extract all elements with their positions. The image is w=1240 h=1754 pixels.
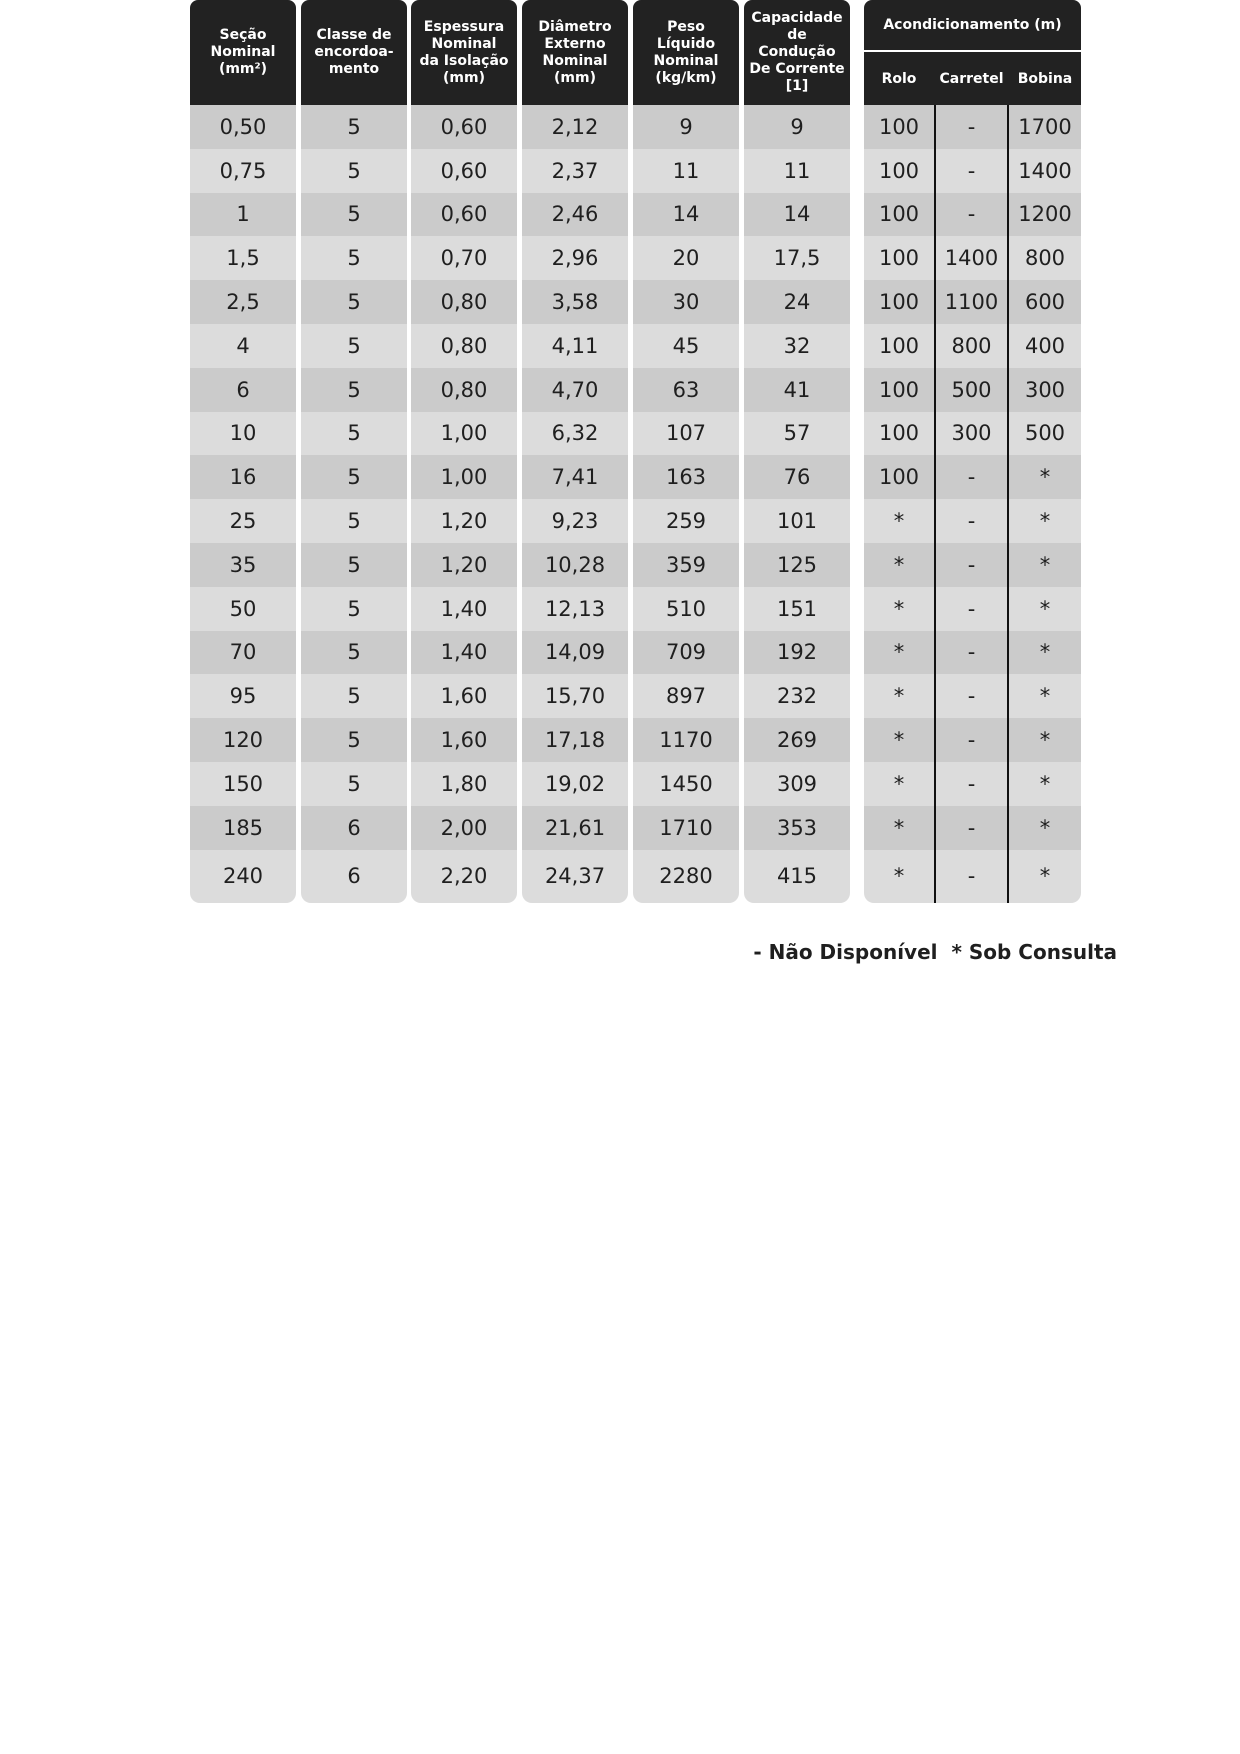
cells-bobina (1009, 105, 1081, 903)
table-cell: 5 (301, 674, 407, 718)
table-cell: * (864, 718, 934, 762)
table-cell: 14 (633, 193, 739, 237)
table-cell: 17,18 (522, 718, 628, 762)
table-cell: 1,40 (411, 587, 517, 631)
table-cell: 1,5 (190, 236, 296, 280)
table-cell: 100 (864, 368, 934, 412)
table-cell: 5 (301, 368, 407, 412)
table-cell: 107 (633, 412, 739, 456)
table-cell: 5 (301, 499, 407, 543)
table-cell: * (864, 543, 934, 587)
table-cell: 2,12 (522, 105, 628, 149)
table-cell: 1,20 (411, 499, 517, 543)
table-cell: 57 (744, 412, 850, 456)
header-acondicionamento-title: Acondicionamento (m) (883, 17, 1062, 33)
table-cell: - (936, 631, 1007, 675)
table-cell: * (864, 674, 934, 718)
table-cell: 709 (633, 631, 739, 675)
table-cell: 100 (864, 193, 934, 237)
table-cell: 192 (744, 631, 850, 675)
table-cell: * (1009, 674, 1081, 718)
table-cell: * (1009, 587, 1081, 631)
table-cell: * (1009, 543, 1081, 587)
table-cell: * (864, 762, 934, 806)
table-cell: 2,46 (522, 193, 628, 237)
table-cell: 32 (744, 324, 850, 368)
cells-rolo (864, 105, 934, 903)
table-cell: 5 (301, 412, 407, 456)
table-cell: 150 (190, 762, 296, 806)
table-cell: * (864, 499, 934, 543)
table-cell: * (1009, 762, 1081, 806)
table-cell: 1450 (633, 762, 739, 806)
table-cell: * (864, 631, 934, 675)
table-cell: - (936, 149, 1007, 193)
table-cell: 500 (1009, 412, 1081, 456)
table-cell: 16 (190, 455, 296, 499)
cells-espessura-isolacao (411, 105, 517, 903)
cells-classe-encordoamento (301, 105, 407, 903)
table-cell: 259 (633, 499, 739, 543)
table-cell: 5 (301, 631, 407, 675)
table-cell: 4 (190, 324, 296, 368)
table-cell: * (864, 850, 934, 903)
table-cell: * (1009, 806, 1081, 850)
table-cell: 24,37 (522, 850, 628, 903)
table-cell: 1,00 (411, 412, 517, 456)
cells-secao-nominal (190, 105, 296, 903)
table-cell: 897 (633, 674, 739, 718)
header-espessura-isolacao: Espessura Nominal da Isolação (mm) (411, 0, 517, 105)
table-cell: * (1009, 850, 1081, 903)
table-cell: 76 (744, 455, 850, 499)
table-cell: 1,60 (411, 674, 517, 718)
table-cell: 6 (190, 368, 296, 412)
table-cell: 6,32 (522, 412, 628, 456)
table-cell: 125 (744, 543, 850, 587)
table-cell: * (1009, 631, 1081, 675)
table-cell: - (936, 499, 1007, 543)
table-cell: 1170 (633, 718, 739, 762)
table-cell: 1400 (1009, 149, 1081, 193)
table-cell: * (864, 806, 934, 850)
table-cell: - (936, 455, 1007, 499)
table-cell: 1,80 (411, 762, 517, 806)
cells-carretel (936, 105, 1007, 903)
cells-capacidade-corrente (744, 105, 850, 903)
table-cell: - (936, 674, 1007, 718)
table-cell: 1,60 (411, 718, 517, 762)
table-cell: 14,09 (522, 631, 628, 675)
table-cell: 7,41 (522, 455, 628, 499)
column-diametro-externo (522, 0, 628, 903)
column-classe-encordoamento (301, 0, 407, 903)
table-cell: 1200 (1009, 193, 1081, 237)
table-cell: 9 (744, 105, 850, 149)
table-cell: 163 (633, 455, 739, 499)
header-peso-liquido: Peso Líquido Nominal (kg/km) (633, 0, 739, 105)
table-cell: 510 (633, 587, 739, 631)
table-cell: - (936, 193, 1007, 237)
table-cell: 17,5 (744, 236, 850, 280)
table-cell: 10 (190, 412, 296, 456)
table-cell: 400 (1009, 324, 1081, 368)
table-cell: - (936, 543, 1007, 587)
table-cell: 359 (633, 543, 739, 587)
table-cell: 15,70 (522, 674, 628, 718)
table-cell: 5 (301, 193, 407, 237)
table-cell: 500 (936, 368, 1007, 412)
table-cell: 300 (936, 412, 1007, 456)
table-cell: 5 (301, 105, 407, 149)
table-cell: 50 (190, 587, 296, 631)
table-cell: 6 (301, 806, 407, 850)
table-cell: 20 (633, 236, 739, 280)
table-cell: 0,70 (411, 236, 517, 280)
header-carretel: Carretel (939, 70, 1004, 87)
table-cell: 100 (864, 412, 934, 456)
column-peso-liquido (633, 0, 739, 903)
table-cell: 0,60 (411, 149, 517, 193)
header-secao-nominal: Seção Nominal (mm²) (190, 0, 296, 105)
table-cell: 0,60 (411, 193, 517, 237)
table-cell: 19,02 (522, 762, 628, 806)
table-cell: 3,58 (522, 280, 628, 324)
table-cell: 101 (744, 499, 850, 543)
table-cell: 0,80 (411, 368, 517, 412)
column-capacidade-corrente (744, 0, 850, 903)
table-cell: - (936, 762, 1007, 806)
table-cell: 5 (301, 587, 407, 631)
table-cell: 45 (633, 324, 739, 368)
table-cell: 1 (190, 193, 296, 237)
table-cell: 300 (1009, 368, 1081, 412)
table-cell: 120 (190, 718, 296, 762)
table-cell: 12,13 (522, 587, 628, 631)
table-cell: 269 (744, 718, 850, 762)
column-divider-rolo-carretel (934, 105, 936, 903)
table-cell: - (936, 587, 1007, 631)
table-cell: 0,80 (411, 324, 517, 368)
table-cell: 2,37 (522, 149, 628, 193)
table-cell: * (1009, 499, 1081, 543)
table-cell: * (1009, 718, 1081, 762)
table-cell: 2,00 (411, 806, 517, 850)
table-cell: 800 (936, 324, 1007, 368)
table-cell: 1400 (936, 236, 1007, 280)
table-cell: 4,70 (522, 368, 628, 412)
cells-peso-liquido (633, 105, 739, 903)
table-cell: 24 (744, 280, 850, 324)
table-cell: 1100 (936, 280, 1007, 324)
table-cell: 63 (633, 368, 739, 412)
header-acondicionamento (864, 0, 1081, 105)
table-cell: 9 (633, 105, 739, 149)
header-diametro-externo: Diâmetro Externo Nominal (mm) (522, 0, 628, 105)
column-group-acondicionamento (864, 0, 1081, 903)
legend-note: - Não Disponível * Sob Consulta (753, 940, 1117, 964)
table-cell: - (936, 806, 1007, 850)
table-cell: 4,11 (522, 324, 628, 368)
table-cell: 2,5 (190, 280, 296, 324)
table-cell: 100 (864, 324, 934, 368)
column-secao-nominal (190, 0, 296, 903)
table-cell: 5 (301, 324, 407, 368)
table-cell: 1,00 (411, 455, 517, 499)
table-cell: 0,60 (411, 105, 517, 149)
table-cell: 600 (1009, 280, 1081, 324)
table-cell: 151 (744, 587, 850, 631)
table-cell: 240 (190, 850, 296, 903)
table-cell: 232 (744, 674, 850, 718)
table-cell: 5 (301, 280, 407, 324)
table-cell: 10,28 (522, 543, 628, 587)
table-cell: 5 (301, 236, 407, 280)
table-cell: 6 (301, 850, 407, 903)
header-bobina: Bobina (1017, 70, 1073, 87)
table-cell: 21,61 (522, 806, 628, 850)
header-rolo: Rolo (881, 70, 917, 87)
table-cell: 2280 (633, 850, 739, 903)
table-cell: 70 (190, 631, 296, 675)
table-cell: 0,50 (190, 105, 296, 149)
table-cell: * (864, 587, 934, 631)
table-cell: 2,96 (522, 236, 628, 280)
table-cell: - (936, 718, 1007, 762)
table-cell: 0,80 (411, 280, 517, 324)
header-classe-encordoamento: Classe de encordoa- mento (301, 0, 407, 105)
table-cell: - (936, 105, 1007, 149)
table-cell: 5 (301, 455, 407, 499)
table-cell: 100 (864, 455, 934, 499)
table-cell: 25 (190, 499, 296, 543)
table-cell: 5 (301, 149, 407, 193)
table-cell: 1710 (633, 806, 739, 850)
table-cell: 5 (301, 718, 407, 762)
table-cell: 185 (190, 806, 296, 850)
table-cell: 35 (190, 543, 296, 587)
table-cell: 800 (1009, 236, 1081, 280)
cells-diametro-externo (522, 105, 628, 903)
table-cell: 2,20 (411, 850, 517, 903)
table-cell: 415 (744, 850, 850, 903)
table-cell: 30 (633, 280, 739, 324)
table-cell: 309 (744, 762, 850, 806)
table-cell: 1,40 (411, 631, 517, 675)
table-cell: 11 (633, 149, 739, 193)
header-capacidade-corrente: Capacidade de Condução De Corrente [1] (744, 0, 850, 105)
table-cell: - (936, 850, 1007, 903)
table-cell: 95 (190, 674, 296, 718)
table-cell: * (1009, 455, 1081, 499)
table-cell: 1,20 (411, 543, 517, 587)
table-cell: 100 (864, 105, 934, 149)
column-espessura-isolacao (411, 0, 517, 903)
table-cell: 11 (744, 149, 850, 193)
table-cell: 41 (744, 368, 850, 412)
table-cell: 353 (744, 806, 850, 850)
table-cell: 5 (301, 543, 407, 587)
table-cell: 14 (744, 193, 850, 237)
table-cell: 100 (864, 280, 934, 324)
table-cell: 0,75 (190, 149, 296, 193)
table-cell: 100 (864, 149, 934, 193)
table-cell: 5 (301, 762, 407, 806)
table-cell: 1700 (1009, 105, 1081, 149)
table-cell: 100 (864, 236, 934, 280)
table-cell: 9,23 (522, 499, 628, 543)
column-divider-carretel-bobina (1007, 105, 1009, 903)
